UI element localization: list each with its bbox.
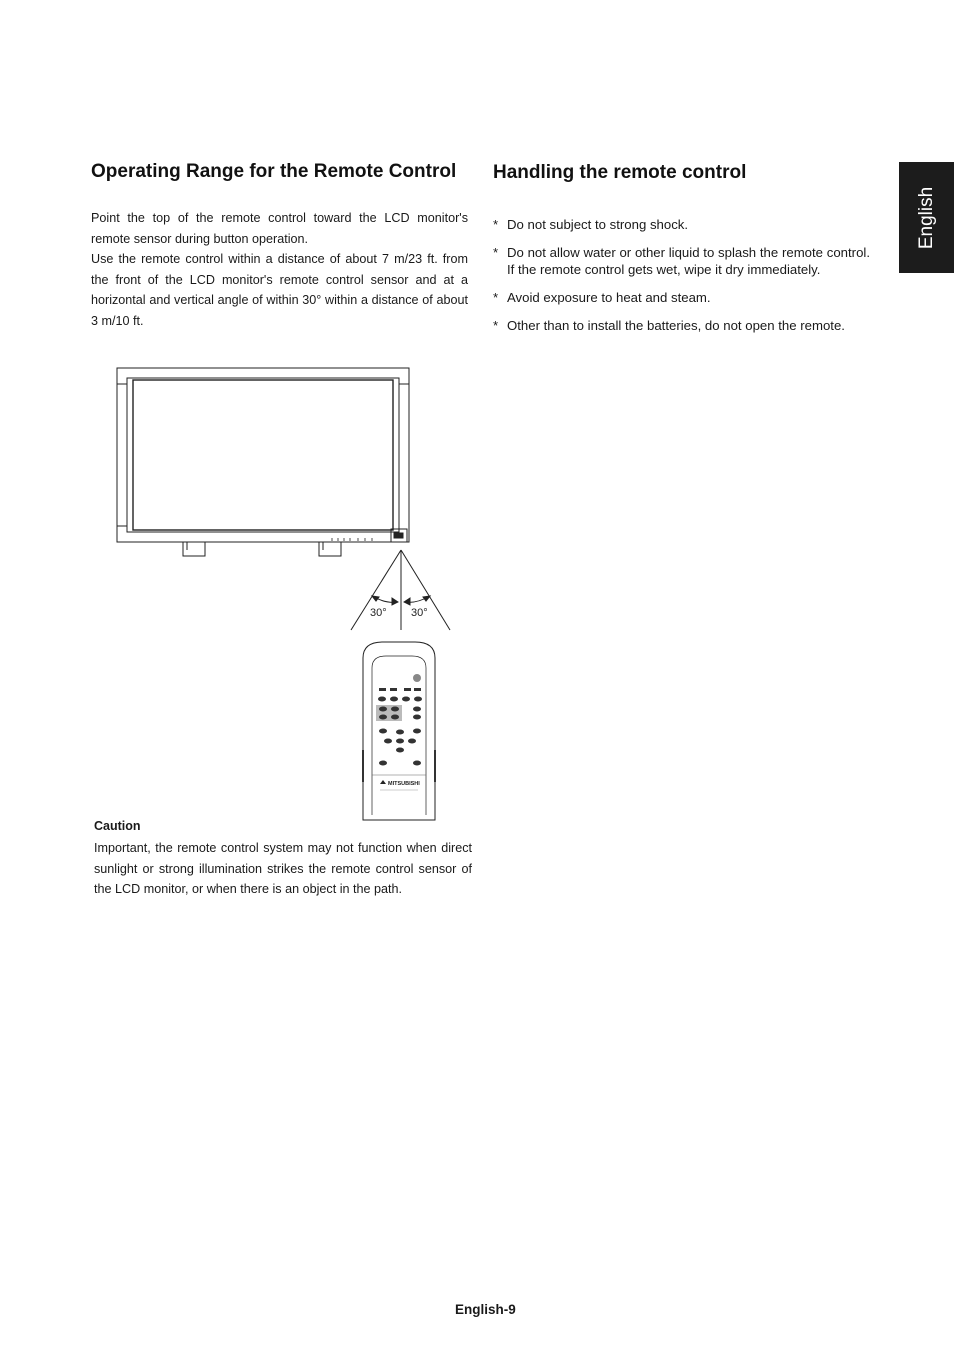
bullet-star: * bbox=[493, 318, 499, 333]
handling-list bbox=[493, 216, 870, 345]
handling-title: Handling the remote control bbox=[493, 162, 747, 183]
paragraph-aim: Point the top of the remote control toward the LCD monitor's remote sensor during button operation. bbox=[91, 211, 468, 246]
angle-label-left: 30° bbox=[370, 607, 387, 619]
remote-control-illustration bbox=[362, 642, 436, 820]
operating-range-text bbox=[91, 208, 468, 331]
caution-text: Important, the remote control system may not function when direct sunlight or strong illumination strikes the remote control sensor of the LCD monitor, or when there is an object in the path. bbox=[94, 841, 472, 896]
sensor-angle-lines bbox=[351, 550, 450, 630]
caution-title: Caution bbox=[94, 819, 141, 833]
list-item-text: Other than to install the batteries, do not open the remote. bbox=[507, 318, 845, 333]
language-tab bbox=[899, 162, 954, 273]
bullet-star: * bbox=[493, 217, 499, 232]
list-item bbox=[493, 317, 870, 334]
angle-label-right: 30° bbox=[411, 607, 428, 619]
list-item-text: Do not allow water or other liquid to splash the remote control. If the remote control gets wet, wipe it dry immediately. bbox=[507, 245, 870, 277]
operating-range-title: Operating Range for the Remote Control bbox=[91, 161, 457, 182]
caution-block bbox=[94, 819, 472, 900]
list-item bbox=[493, 244, 870, 278]
bullet-star: * bbox=[493, 245, 499, 260]
language-tab-label: English bbox=[915, 186, 937, 249]
lcd-monitor-illustration bbox=[117, 368, 409, 556]
operating-range-diagram bbox=[100, 360, 480, 825]
page-number: English-9 bbox=[455, 1302, 516, 1317]
bullet-star: * bbox=[493, 290, 499, 305]
remote-brand: MITSUBISHI bbox=[388, 781, 420, 787]
list-item-text: Avoid exposure to heat and steam. bbox=[507, 290, 711, 305]
list-item bbox=[493, 216, 870, 233]
paragraph-distance: Use the remote control within a distance of about 7 m/23 ft. from the front of the LCD monitor's remote control sensor and at a horizontal and vertical angle of within 30° within a distance of about 3 m/10 ft. bbox=[91, 252, 468, 328]
list-item bbox=[493, 289, 870, 306]
list-item-text: Do not subject to strong shock. bbox=[507, 217, 689, 232]
